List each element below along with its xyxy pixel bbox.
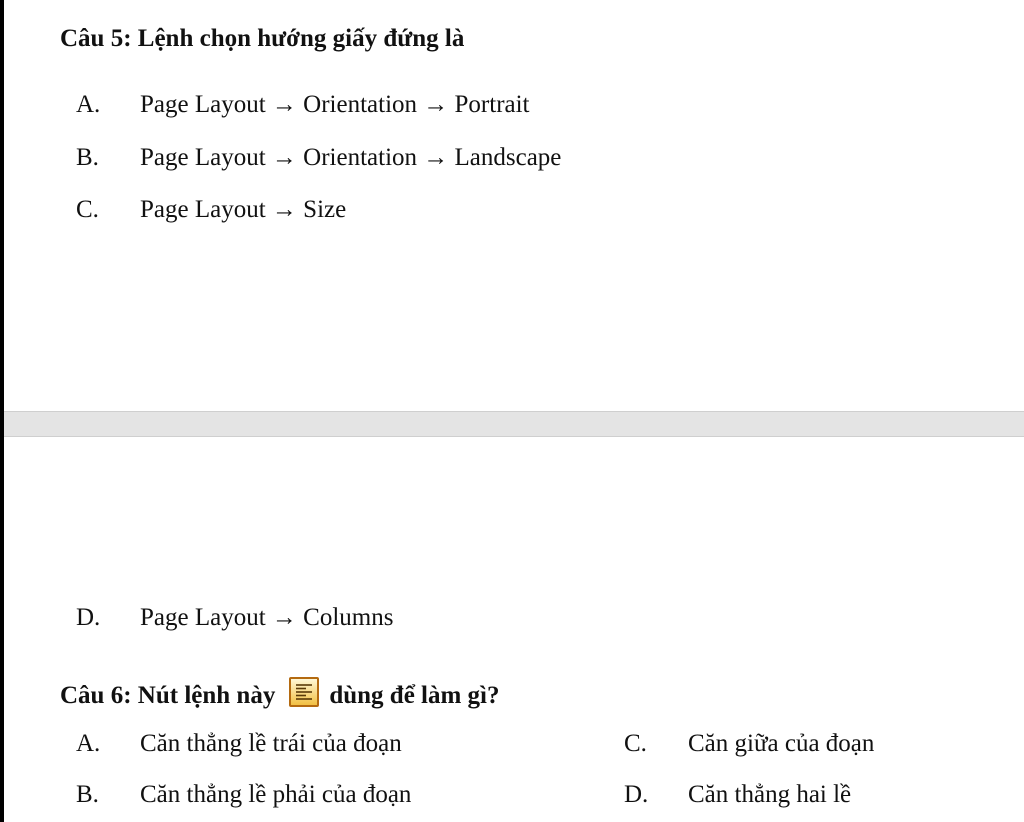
- question-6-title-after: dùng để làm gì?: [329, 682, 500, 709]
- option-letter: B.: [76, 781, 99, 808]
- option-text: Page Layout → Orientation → Portrait: [140, 91, 530, 118]
- option-text: Page Layout → Columns: [140, 604, 394, 631]
- question-6-title: [60, 677, 500, 711]
- option-letter: A.: [76, 91, 101, 118]
- option-letter: D.: [76, 604, 101, 631]
- document-page-top: [4, 0, 1024, 411]
- align-left-paragraph-icon: [289, 677, 319, 707]
- option-text: Căn thẳng lề phải của đoạn: [140, 781, 412, 808]
- option-letter: C.: [624, 730, 647, 757]
- option-text: Căn thẳng hai lề: [688, 781, 852, 808]
- document-page-bottom: [4, 437, 1024, 822]
- option-letter: A.: [76, 730, 101, 757]
- option-letter: D.: [624, 781, 649, 808]
- page-break-gap: [4, 411, 1024, 437]
- option-text: Căn thẳng lề trái của đoạn: [140, 730, 402, 757]
- option-letter: B.: [76, 144, 99, 171]
- option-letter: C.: [76, 196, 99, 223]
- option-text: Page Layout → Size: [140, 196, 347, 223]
- option-text: Page Layout → Orientation → Landscape: [140, 144, 562, 171]
- option-text: Căn giữa của đoạn: [688, 730, 875, 757]
- question-5-title: Câu 5: Lệnh chọn hướng giấy đứng là: [60, 25, 465, 52]
- question-6-title-before: Câu 6: Nút lệnh này: [60, 682, 276, 709]
